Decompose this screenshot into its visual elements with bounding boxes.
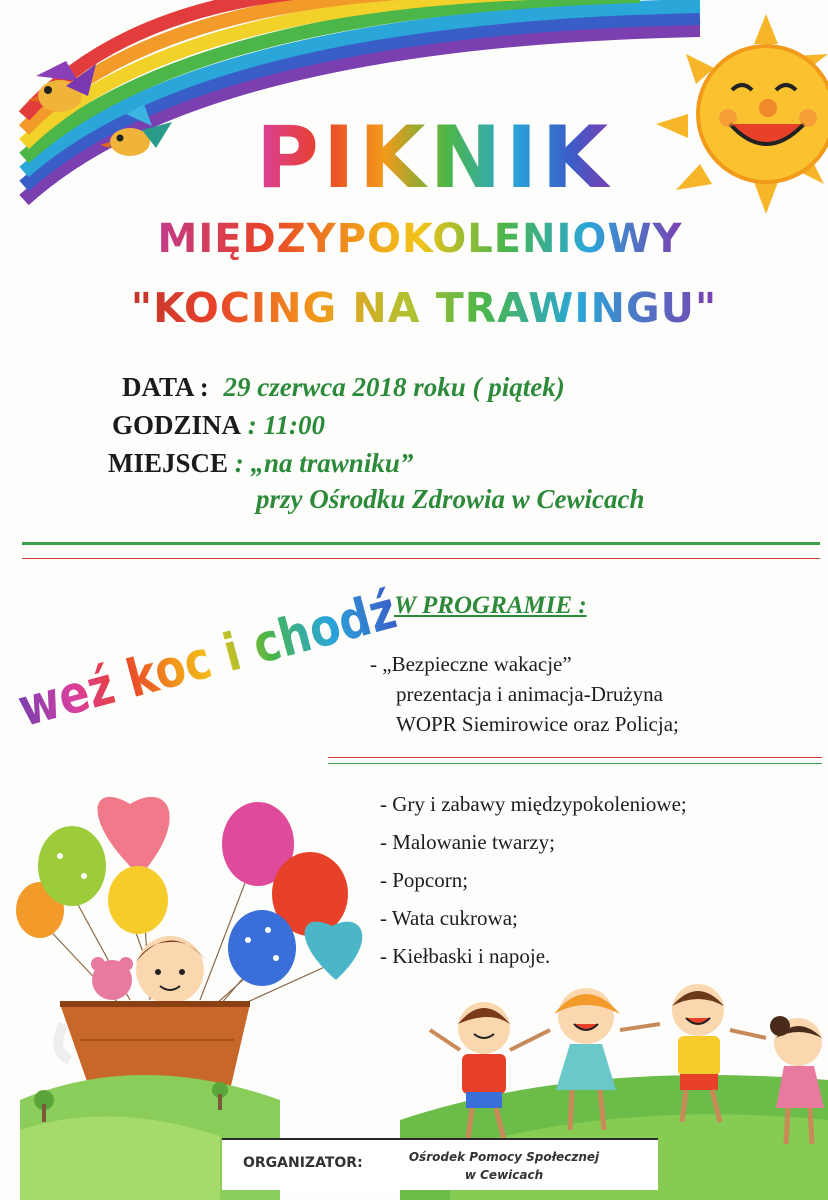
title-piknik	[20, 108, 828, 208]
divider-red-2	[328, 757, 822, 758]
divider-green-2	[328, 763, 822, 764]
time-label: GODZINA	[112, 410, 242, 440]
title-line-2: MIĘDZYPOKOLENIOWY	[157, 216, 683, 262]
date-value: 29 czerwca 2018 roku ( piątek)	[223, 372, 565, 402]
place-row	[108, 448, 413, 479]
time-row	[112, 410, 325, 441]
program-item-1-line-3: WOPR Siemirowice oraz Policja;	[396, 712, 679, 736]
children-illustration	[420, 980, 828, 1150]
program-item: - Wata cukrowa;	[380, 906, 518, 930]
title-kocing	[10, 284, 828, 332]
program-item: - Gry i zabawy międzypokoleniowe;	[380, 792, 687, 816]
place-value: : „na trawniku”	[234, 448, 414, 478]
date-label: DATA :	[122, 372, 209, 402]
place-value-2: przy Ośrodku Zdrowia w Cewicach	[256, 484, 645, 514]
divider-green	[22, 542, 820, 545]
organizer-name-line-2: w Cewicach	[464, 1168, 544, 1182]
program-item: - Malowanie twarzy;	[380, 830, 555, 854]
organizer-label: ORGANIZATOR:	[243, 1155, 363, 1171]
organizer-name	[384, 1148, 624, 1184]
program-item-1-line-2: prezentacja i animacja-Drużyna	[396, 682, 664, 706]
divider-red	[22, 558, 820, 559]
place-label: MIEJSCE	[108, 448, 229, 478]
title-miedzypokoleniowy	[6, 216, 828, 262]
program-item: - Popcorn;	[380, 868, 469, 892]
organizer-name-line-1: Ośrodek Pomocy Społecznej	[408, 1150, 600, 1164]
program-heading: W PROGRAMIE :	[394, 592, 587, 619]
slogan-text: weź koc i chodź	[12, 580, 403, 739]
time-value: : 11:00	[247, 410, 326, 440]
slogan	[12, 581, 402, 739]
program-item: - Kiełbaski i napoje.	[380, 944, 551, 968]
title-line-1: PIKNIK	[255, 108, 613, 208]
program-item-1-line-1: - „Bezpieczne wakacje”	[370, 652, 572, 676]
date-row	[122, 372, 565, 403]
title-line-3: "KOCING NA TRAWINGU"	[130, 284, 718, 332]
place-row-2	[256, 484, 645, 515]
